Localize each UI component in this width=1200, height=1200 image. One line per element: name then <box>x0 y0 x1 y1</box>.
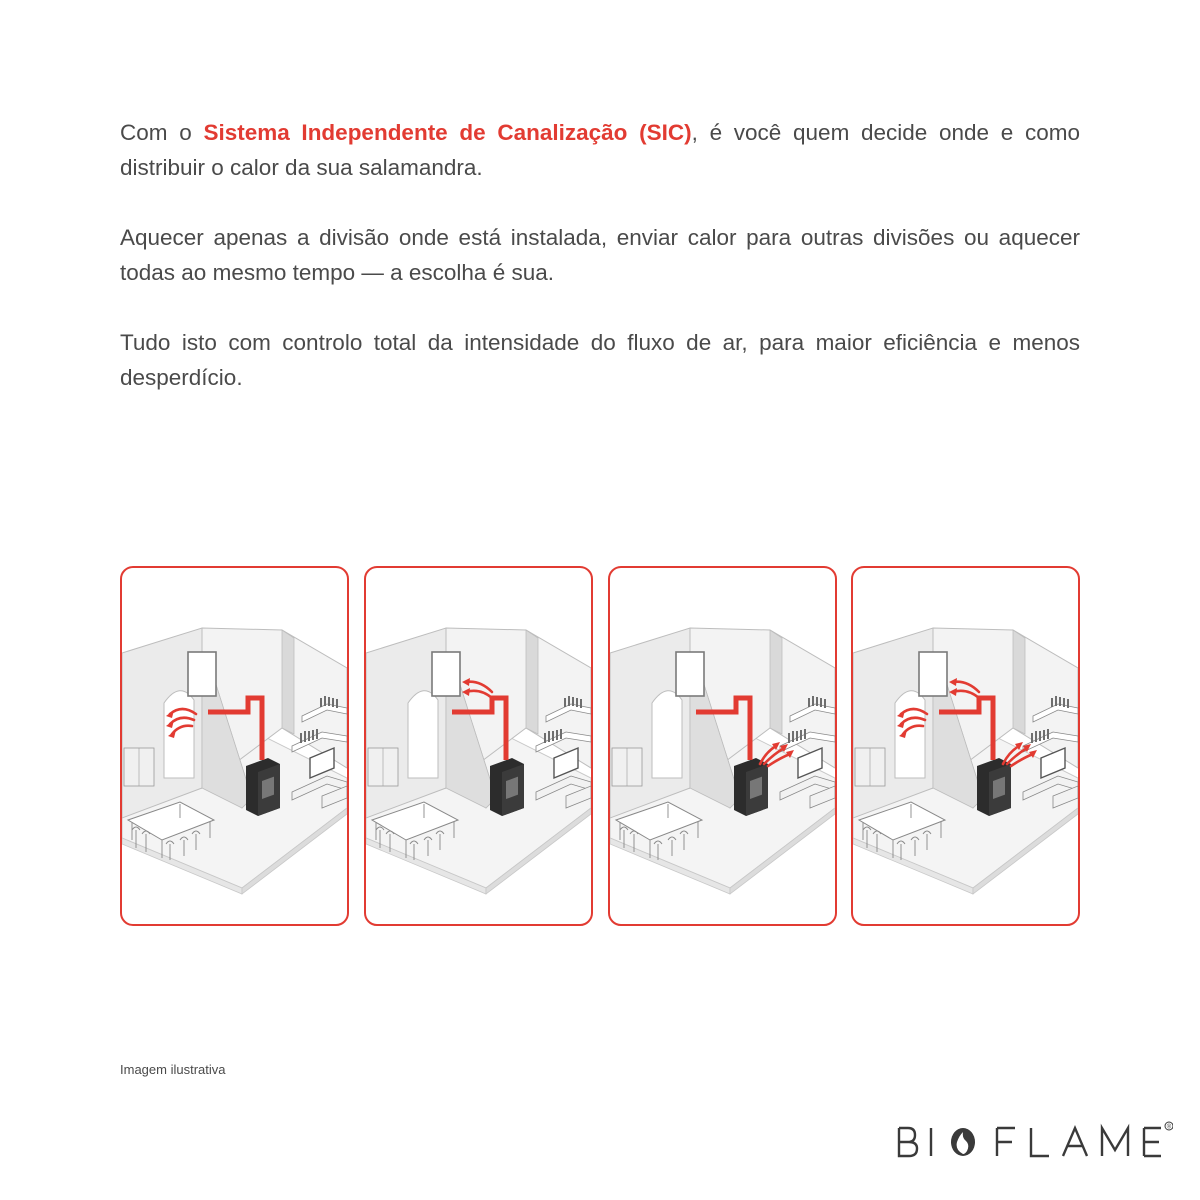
house-illustration <box>366 568 591 924</box>
intro-text <box>120 115 1080 430</box>
intro-paragraph-3: Tudo isto com controlo total da intensidade do fluxo de ar, para maior eficiência e menos desperdício. <box>120 330 1080 390</box>
trademark-symbol: ® <box>1166 1124 1172 1131</box>
flame-icon <box>951 1128 975 1156</box>
image-caption: Imagem ilustrativa <box>120 1062 226 1077</box>
house-illustration <box>610 568 835 924</box>
house-illustration <box>122 568 347 924</box>
panel-heat-all-rooms <box>851 566 1080 926</box>
intro-paragraph-2: Aquecer apenas a divisão onde está instalada, enviar calor para outras divisões ou aquecer todas ao mesmo tempo — a escolha é sua. <box>120 225 1080 285</box>
panel-heat-upper-room <box>364 566 593 926</box>
sic-highlight: Sistema Independente de Canalização (SIC) <box>203 120 692 145</box>
bioflame-logo <box>893 1120 1173 1164</box>
illustration-panels <box>120 566 1080 926</box>
panel-heat-stove-room <box>608 566 837 926</box>
house-illustration <box>853 568 1078 924</box>
panel-heat-left-room <box>120 566 349 926</box>
intro-paragraph-1: Com o Sistema Independente de Canalização (SIC), é você quem decide onde e como distribuir o calor da sua salamandra. <box>120 120 1081 180</box>
